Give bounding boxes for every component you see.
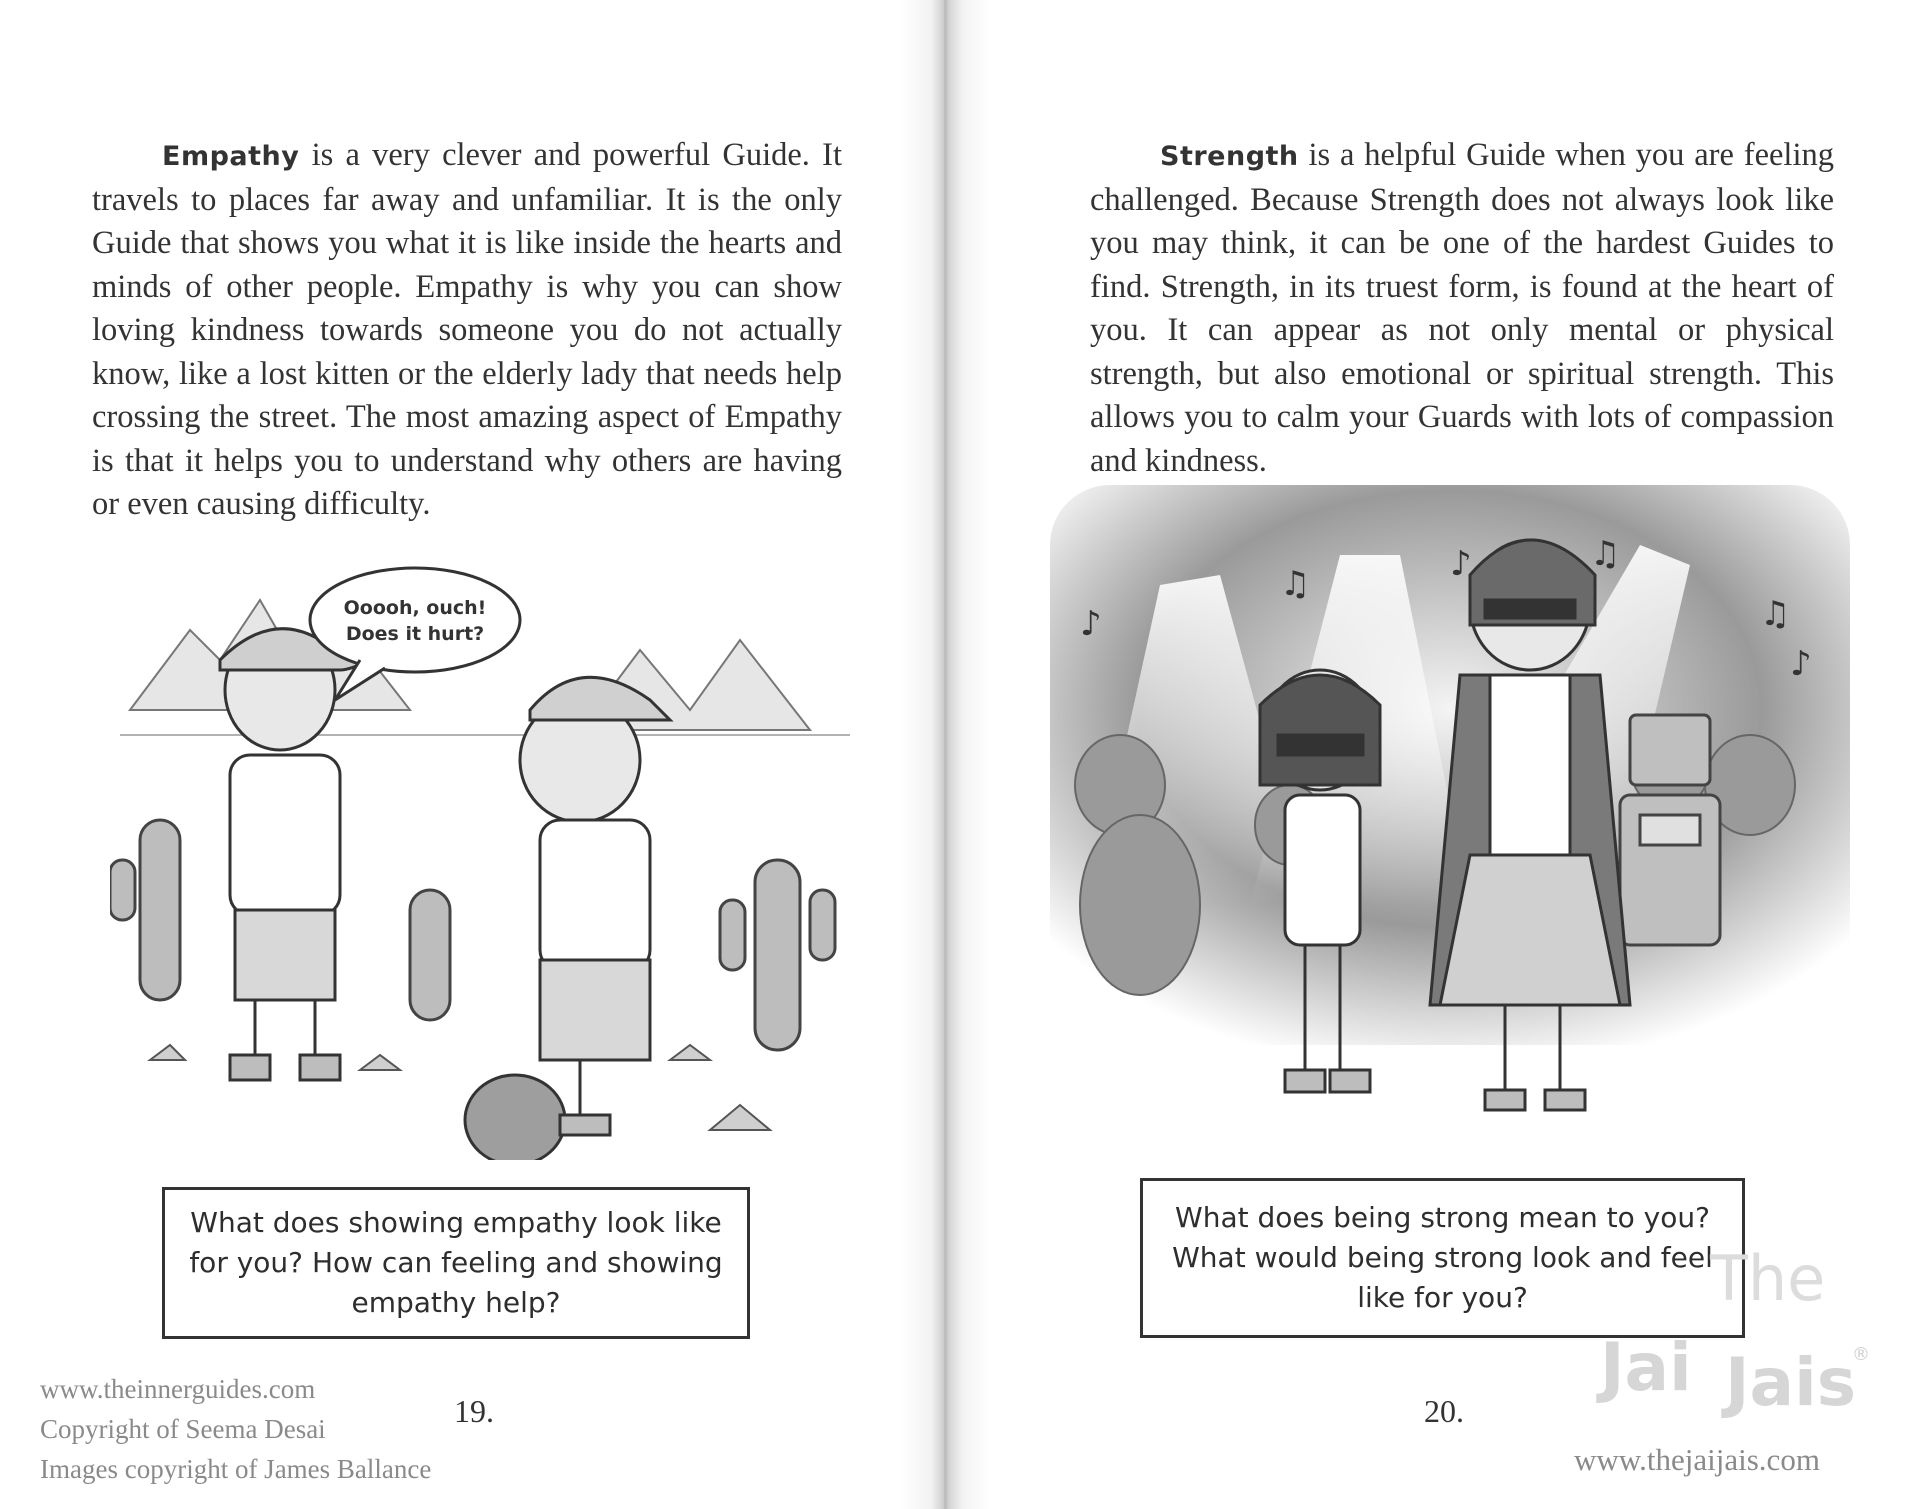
- watermark-the: The: [1710, 1242, 1826, 1315]
- watermark-jais: Jais: [1725, 1344, 1857, 1420]
- boy-with-hat: [520, 677, 670, 1135]
- robot-figure: [1620, 715, 1720, 945]
- page-number-left: 19.: [454, 1393, 494, 1429]
- svg-text:♫: ♫: [1590, 534, 1621, 574]
- strength-lead-word: Strength: [1160, 141, 1299, 172]
- watermark-jai: Jai: [1600, 1329, 1692, 1406]
- svg-text:♪: ♪: [1450, 544, 1472, 584]
- empathy-paragraph: [92, 134, 842, 527]
- footer-copyright: Copyright of Seema Desai: [40, 1414, 326, 1444]
- speech-line-1: Ooooh, ouch!: [343, 597, 487, 619]
- svg-text:♫: ♫: [1760, 594, 1791, 634]
- cactus-right: [720, 860, 835, 1050]
- speech-line-2: Does it hurt?: [345, 623, 485, 645]
- watermark-url: www.thejaijais.com: [1574, 1442, 1820, 1477]
- cactus-middle: [410, 890, 450, 1020]
- svg-text:♫: ♫: [1280, 564, 1311, 604]
- empathy-lead-word: Empathy: [162, 141, 300, 172]
- empathy-question-box: [162, 1187, 750, 1339]
- strength-body: is a helpful Guide when you are feeling challenged. Because Strength does not always look like you may think, it can be one of the hardest Guides to find. Strength, in its truest form, is found at the heart of you. It can appear as not only mental or physical strength, but also emotional or spiritual strength. This allows you to calm your Guards with lots of compassion and kindness.: [1090, 137, 1834, 479]
- svg-text:♪: ♪: [1790, 644, 1812, 684]
- strength-paragraph: [1090, 134, 1834, 483]
- desert-cactus-illustration: [110, 560, 860, 1160]
- strength-question: What does being strong mean to you? What would being strong look and feel like for you?: [1172, 1201, 1713, 1314]
- concert-crowd-illustration: [1050, 485, 1850, 1125]
- svg-text:♪: ♪: [1080, 604, 1102, 644]
- empathy-question: What does showing empathy look like for you? How can feeling and showing empathy help?: [189, 1206, 723, 1319]
- jaijais-watermark-logo: [1590, 1240, 1870, 1420]
- footer-credits: [40, 1369, 431, 1489]
- page-number-right: 20.: [1424, 1393, 1464, 1429]
- cactus-left: [110, 820, 180, 1000]
- watermark-registered: ®: [1852, 1344, 1870, 1365]
- book-gutter: [900, 0, 990, 1509]
- footer-images-copyright: Images copyright of James Ballance: [40, 1454, 432, 1484]
- footer-website: www.theinnerguides.com: [40, 1374, 316, 1404]
- empathy-body: is a very clever and powerful Guide. It travels to places far away and unfamiliar. It is the only Guide that shows you what it is like inside the hearts and minds of other people. Empathy is why you can show loving kindness towards someone you do not actually know, like a lost kitten or the elderly lady that needs help crossing the street. The most amazing aspect of Empathy is that it helps you to understand why others are having or even causing difficulty.: [92, 137, 842, 522]
- cactus-barrel: [465, 1075, 565, 1160]
